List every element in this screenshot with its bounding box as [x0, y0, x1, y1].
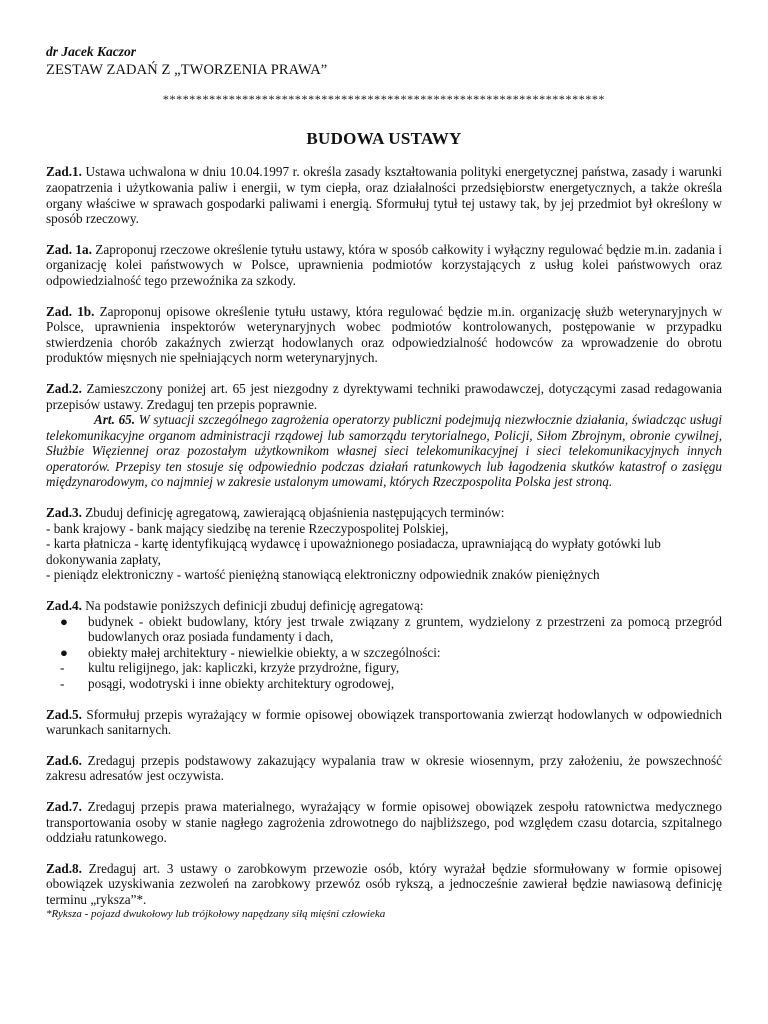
definition-item: - pieniądz elektroniczny - wartość pieniężną stanowiącą elektroniczny odpowiednik znaków pieniężnych — [46, 567, 600, 583]
task-7 — [46, 799, 722, 846]
dash-icon: - — [60, 660, 65, 676]
task-label: Zad.6. — [46, 752, 82, 768]
task-label: Zad.4. — [46, 598, 82, 614]
definition-item: - bank krajowy - bank mający siedzibę na terenie Rzeczypospolitej Polskiej, — [46, 520, 449, 536]
definition-item: - karta płatnicza - kartę identyfikującą wydawcę i upoważnionego posiadacza, uprawniającą do wypłaty gotówki lub dokonywania zapłaty, — [46, 536, 661, 567]
task-label: Zad.2. — [46, 380, 82, 396]
bullet-dot-icon: ● — [60, 644, 68, 660]
bullet-item — [46, 645, 722, 661]
task-2 — [46, 381, 722, 412]
task-label: Zad. 1b. — [46, 303, 95, 319]
task-text: Ustawa uchwalona w dniu 10.04.1997 r. określa zasady kształtowania polityki energetycznej państwa, zasady i warunki zaopatrzenia i użytkowania paliw i energii, w tym ciepła, oraz działalności przedsiębiorstw energetycznych, a także określa organy właściwe w sprawach gospodarki paliwami i energią. Sformułuj tytuł tej ustawy tak, by jej przedmiot był określony w sposób rzeczowy. — [46, 164, 722, 227]
task-text: Na podstawie poniższych definicji zbuduj definicję agregatową: — [81, 598, 424, 614]
task-text: Zaproponuj rzeczowe określenie tytułu ustawy, która w sposób całkowity i wyłączny regulować będzie m.in. zadania i organizację kolei państwowych w Polsce, uprawnienia podmiotów korzystających z usług kolei państwowych oraz odpowiedzialność tego przewoźnika za szkody. — [46, 241, 723, 288]
author-name: dr Jacek Kaczor — [46, 44, 136, 59]
task-8 — [46, 861, 722, 908]
bullet-dot-icon: ● — [60, 613, 68, 629]
sub-item-list — [46, 660, 722, 691]
bullet-text: obiekty małej architektury - niewielkie obiekty, a w szczególności: — [88, 644, 441, 660]
document-page — [46, 44, 722, 921]
task-5 — [46, 707, 722, 738]
definition-bullet-list — [46, 614, 722, 661]
article-text: W sytuacji szczególnego zagrożenia operatorzy publiczni podejmują niezwłocznie działania, świadcząc usługi telekomunikacyjne organom administracji rządowej lub samorządu terytorialnego, Policji, Siłom Zbrojnym, obronie cywilnej, Służbie Więziennej oraz pozostałym użytkownikom własnej sieci telekomunikacyjnej i sieci telekomunikacyjnych innych operatorów. Przepisy ten stosuje się odpowiednio podczas działań ratunkowych lub łagodzenia skutków katastrof o zasięgu międzynarodowym, co najmniej w zakresie ustalonym umowami, których Rzeczpospolita Polska jest stroną. — [46, 412, 722, 490]
task-text: Zredaguj art. 3 ustawy o zarobkowym przewozie osób, który wyrażał będzie sformułowany w formie opisowej obowiązek uzyskiwania zezwoleń na zarobkowy przewóz osób rykszą, a jednocześnie zawierał będzie nawiasową definicję terminu „ryksza”*. — [46, 860, 722, 907]
article-65 — [46, 412, 722, 490]
dash-item — [46, 676, 722, 692]
task-text: Zredaguj przepis prawa materialnego, wyrażający w formie opisowej obowiązek zespołu ratownictwa medycznego transportowania osoby w stanie nagłego zagrożenia zdrowotnego do najbliższego, pod względem czasu dotarcia, szpitalnego oddziału ratunkowego. — [46, 798, 722, 846]
bullet-item — [46, 614, 722, 645]
task-label: Zad.5. — [46, 706, 82, 722]
task-4 — [46, 598, 722, 614]
task-3 — [46, 505, 722, 521]
task-text: Zamieszczony poniżej art. 65 jest niezgodny z dyrektywami techniki prawodawczej, dotyczącymi zasad redagowania przepisów ustawy. Zredaguj ten przepis poprawnie. — [46, 380, 722, 412]
task-text: Zaproponuj opisowe określenie tytułu ustawy, która regulować będzie m.in. organizację służb weterynaryjnych w Polsce, uprawnienia inspektorów weterynaryjnych wobec podmiotów kontrolowanych, postępowanie w przypadku stwierdzenia chorób zakaźnych zwierząt hodowlanych oraz odpowiedzialność hodowców za wprowadzenie do obrotu produktów mięsnych nie spełniających norm weterynaryjnych. — [46, 303, 723, 366]
bullet-text: budynek - obiekt budowlany, który jest trwale związany z gruntem, wydzielony z przestrzeni za pomocą przegród budowlanych oraz posiada fundamenty i dach, — [88, 613, 722, 645]
section-title: BUDOWA USTAWY — [306, 128, 462, 148]
task-label: Zad.7. — [46, 798, 82, 814]
task-label: Zad.1. — [46, 164, 82, 180]
task-text: Zbuduj definicję agregatową, zawierającą objaśnienia następujących terminów: — [81, 505, 505, 521]
series-title: ZESTAW ZADAŃ Z „TWORZENIA PRAWA” — [46, 61, 328, 78]
dash-item — [46, 660, 722, 676]
article-label: Art. 65. — [94, 412, 136, 428]
dash-text: kultu religijnego, jak: kapliczki, krzyże przydrożne, figury, — [88, 660, 400, 676]
task-label: Zad.8. — [46, 860, 82, 876]
task-1a — [46, 242, 722, 289]
task-6 — [46, 753, 722, 784]
footnote: *Ryksza - pojazd dwukołowy lub trójkołowy napędzany siłą mięśni człowieka — [46, 907, 386, 920]
dash-text: posągi, wodotryski i inne obiekty architektury ogrodowej, — [88, 676, 395, 691]
task-label: Zad.3. — [46, 505, 82, 521]
task-text: Zredaguj przepis podstawowy zakazujący wypalania traw w okresie wiosennym, przy założeniu, że powszechność zakresu adresatów jest oczywista. — [46, 752, 722, 784]
task-1 — [46, 164, 722, 226]
task-1b — [46, 304, 722, 366]
task-text: Sformułuj przepis wyrażający w formie opisowej obowiązek transportowania zwierząt hodowlanych w odpowiednich warunkach sanitarnych. — [46, 706, 722, 738]
dash-icon: - — [60, 676, 65, 691]
task-label: Zad. 1a. — [46, 241, 92, 257]
separator-line: ******************************************************************* — [162, 92, 606, 107]
